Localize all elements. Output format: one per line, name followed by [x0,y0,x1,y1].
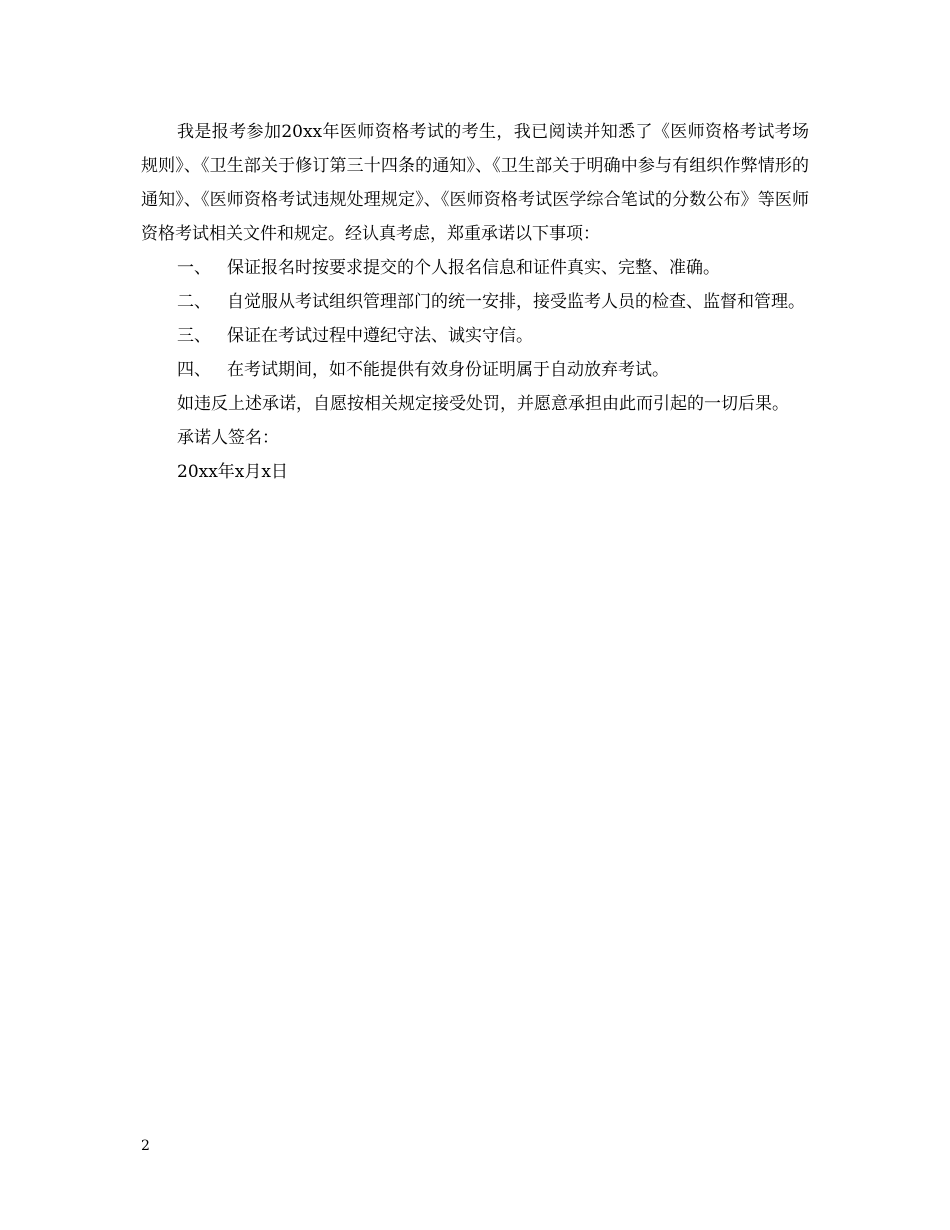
pledge-item-text: 自觉服从考试组织管理部门的统一安排，接受监考人员的检查、监督和管理。 [227,292,805,312]
pledge-item-2 [141,285,809,319]
pledge-item-number: 一、 [177,258,211,278]
pledge-item-number: 二、 [177,292,211,312]
date-line: 20xx年x月x日 [177,462,288,482]
pledge-item-number: 三、 [177,326,211,346]
intro-paragraph: 我是报考参加20xx年医师资格考试的考生，我已阅读并知悉了《医师资格考试考场规则》、《卫生部关于修订第三十四条的通知》、《卫生部关于明确中参与有组织作弊情形的通知》、《医师资格考试违规处理规定》、《医师资格考试医学综合笔试的分数公布》等医师资格考试相关文件和规定。经认真考虑，郑重承诺以下事项： [141,122,809,244]
signature-label: 承诺人签名： [177,428,279,448]
document-body [141,115,809,489]
pledge-item-4 [141,353,809,387]
pledge-item-number: 四、 [177,360,211,380]
closing-paragraph: 如违反上述承诺，自愿按相关规定接受处罚，并愿意承担由此而引起的一切后果。 [177,394,789,414]
pledge-item-text: 保证报名时按要求提交的个人报名信息和证件真实、完整、准确。 [227,258,720,278]
pledge-item-1 [141,251,809,285]
pledge-item-text: 保证在考试过程中遵纪守法、诚实守信。 [227,326,533,346]
page-number: 2 [141,1138,150,1154]
pledge-item-text: 在考试期间，如不能提供有效身份证明属于自动放弃考试。 [227,360,669,380]
pledge-item-3 [141,319,809,353]
